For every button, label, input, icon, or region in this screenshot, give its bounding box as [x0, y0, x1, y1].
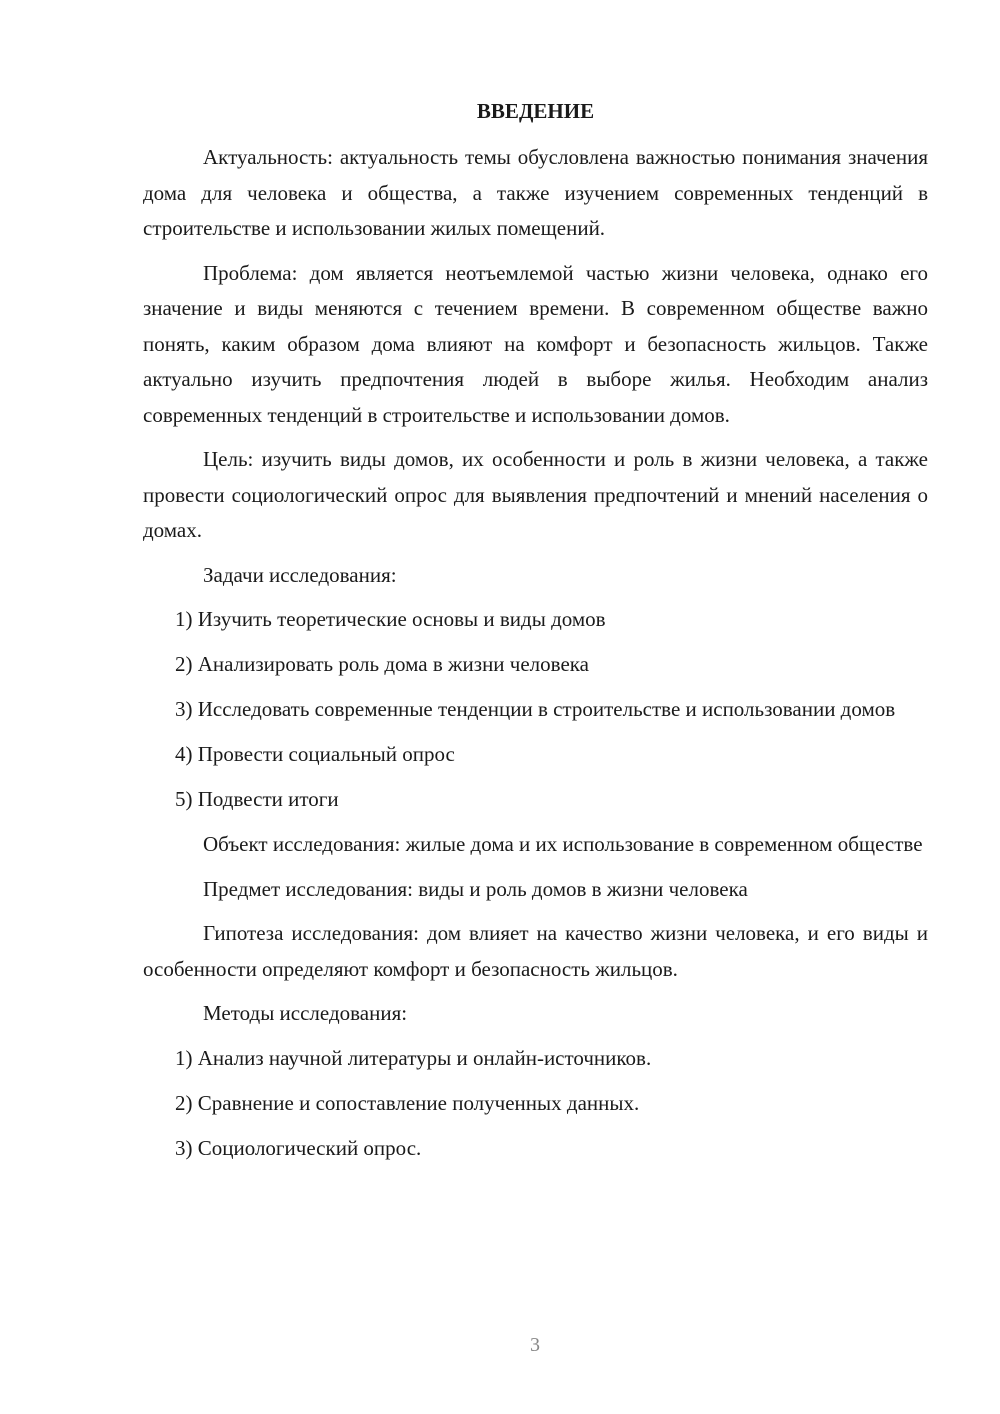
- method-item: 3) Социологический опрос.: [175, 1135, 422, 1160]
- problem-paragraph: Проблема: дом является неотъемлемой частью жизни человека, однако его значение и виды меняются с течением времени. В современном обществе важно понять, каким образом дома влияют на комфорт и безопасность жильцов. Также актуально изучить предпочтения людей в выборе жилья. Необходим анализ современных тенденций в строительстве и использовании домов.: [143, 260, 928, 427]
- task-item: 2) Анализировать роль дома в жизни человека: [175, 652, 589, 676]
- task-item: 1) Изучить теоретические основы и виды домов: [175, 607, 606, 631]
- tasks-heading: Задачи исследования:: [203, 562, 397, 587]
- page-title: ВВЕДЕНИЕ: [476, 99, 595, 123]
- goal-paragraph: Цель: изучить виды домов, их особенности и роль в жизни человека, а также провести социологический опрос для выявления предпочтений и мнений населения о домах.: [143, 447, 928, 542]
- document-page: [143, 96, 928, 1176]
- hypothesis-paragraph: Гипотеза исследования: дом влияет на качество жизни человека, и его виды и особенности определяют комфорт и безопасность жильцов.: [143, 921, 928, 981]
- methods-heading: Методы исследования:: [203, 1001, 408, 1025]
- task-item: 4) Провести социальный опрос: [175, 742, 455, 766]
- object-paragraph: Объект исследования: жилые дома и их использование в современном обществе: [203, 832, 923, 856]
- task-item: 5) Подвести итоги: [175, 787, 339, 811]
- relevance-paragraph: Актуальность: актуальность темы обусловлена важностью понимания значения дома для человека и общества, а также изучением современных тенденций в строительстве и использовании жилых помещений.: [143, 145, 928, 240]
- method-item: 1) Анализ научной литературы и онлайн-источников.: [175, 1045, 652, 1070]
- subject-paragraph: Предмет исследования: виды и роль домов в жизни человека: [203, 876, 748, 901]
- task-item: 3) Исследовать современные тенденции в строительстве и использовании домов: [175, 697, 896, 721]
- page-number: 3: [530, 1334, 540, 1356]
- method-item: 2) Сравнение и сопоставление полученных данных.: [175, 1090, 640, 1115]
